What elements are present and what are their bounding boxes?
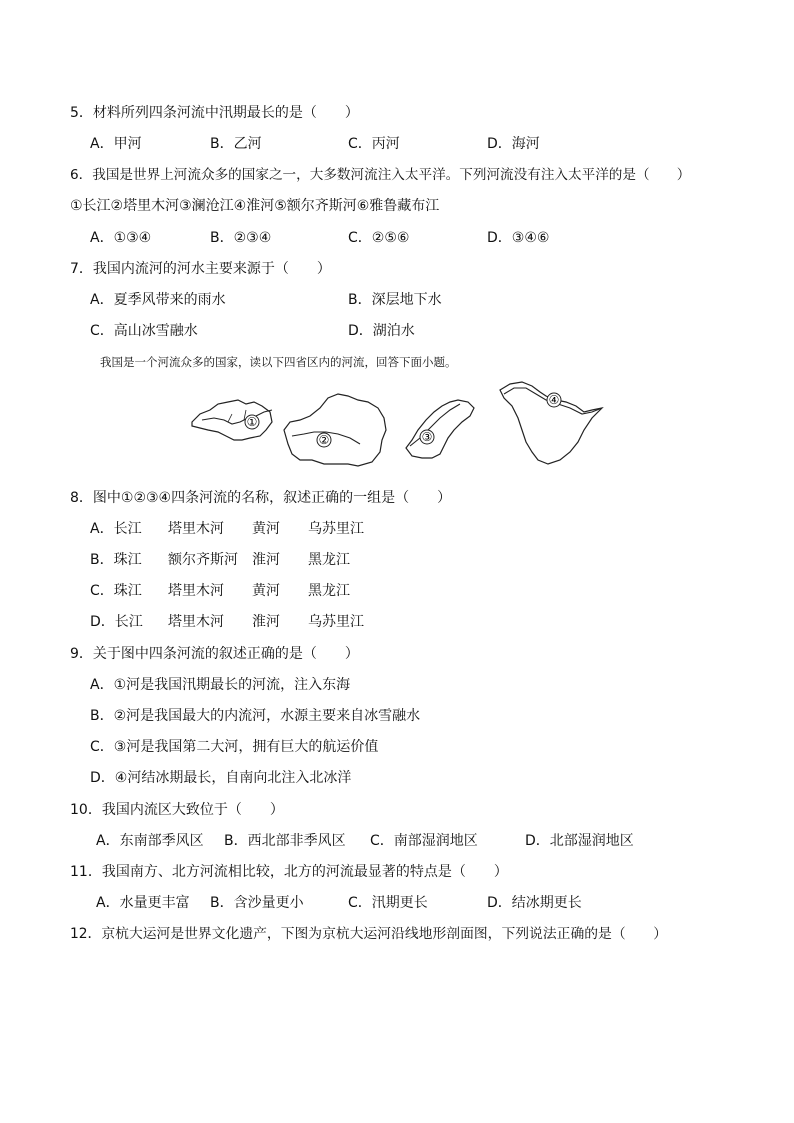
option-a-river-1: A．长江 <box>90 521 142 537</box>
question-5-option-a: A．甲河 <box>90 136 142 152</box>
question-8-stem: 8．图中①②③④四条河流的名称，叙述正确的一组是（ ） <box>70 490 452 506</box>
question-5-option-d: D．海河 <box>487 136 540 152</box>
question-5-option-c: C．丙河 <box>348 136 400 152</box>
question-6-stem: 6．我国是世界上河流众多的国家之一，大多数河流注入太平洋。下列河流没有注入太平洋的是（ ） <box>70 167 691 183</box>
question-9-option-c: C．③河是我国第二大河，拥有巨大的航运价值 <box>90 739 379 755</box>
river-label-4: ④ <box>548 393 560 407</box>
river-label-3: ③ <box>421 430 433 444</box>
option-a-river-4: 乌苏里江 <box>308 521 364 537</box>
option-c-river-3: 黄河 <box>252 583 280 599</box>
option-d-river-1: D．长江 <box>90 614 143 630</box>
question-11-option-d: D．结冰期更长 <box>487 895 582 911</box>
option-a-river-3: 黄河 <box>252 521 280 537</box>
option-a-river-2: 塔里木河 <box>168 521 224 537</box>
option-b-river-1: B．珠江 <box>90 552 142 568</box>
question-10-option-d: D．北部湿润地区 <box>525 833 634 849</box>
question-7-option-c: C．高山冰雪融水 <box>90 323 198 339</box>
question-6-option-c: C．②⑤⑥ <box>348 230 410 246</box>
province-outline-3 <box>406 400 474 458</box>
question-10-option-c: C．南部湿润地区 <box>370 833 478 849</box>
question-7-stem: 7．我国内流河的河水主要来源于（ ） <box>70 261 331 277</box>
question-6-option-b: B．②③④ <box>210 230 272 246</box>
question-10-option-b: B．西北部非季风区 <box>224 833 346 849</box>
question-9-option-a: A．①河是我国汛期最长的河流，注入东海 <box>90 677 351 693</box>
province-rivers-map <box>188 380 606 470</box>
option-b-river-3: 淮河 <box>252 552 280 568</box>
option-c-river-2: 塔里木河 <box>168 583 224 599</box>
option-c-river-4: 黑龙江 <box>308 583 350 599</box>
question-9-stem: 9．关于图中四条河流的叙述正确的是（ ） <box>70 646 359 662</box>
option-b-river-2: 额尔齐斯河 <box>168 552 238 568</box>
question-5-option-b: B．乙河 <box>210 136 262 152</box>
question-6-option-d: D．③④⑥ <box>487 230 550 246</box>
option-d-river-4: 乌苏里江 <box>308 614 364 630</box>
river-3-path <box>410 404 460 446</box>
option-b-river-4: 黑龙江 <box>308 552 350 568</box>
question-5-stem: 5．材料所列四条河流中汛期最长的是（ ） <box>70 105 359 121</box>
river-label-2: ② <box>318 433 330 447</box>
river-label-1: ① <box>246 415 258 429</box>
question-11-option-a: A．水量更丰富 <box>96 895 190 911</box>
question-7-option-b: B．深层地下水 <box>348 292 442 308</box>
option-c-river-1: C．珠江 <box>90 583 142 599</box>
option-d-river-3: 淮河 <box>252 614 280 630</box>
option-d-river-2: 塔里木河 <box>168 614 224 630</box>
question-11-option-b: B．含沙量更小 <box>210 895 304 911</box>
question-11-stem: 11．我国南方、北方河流相比较，北方的河流最显著的特点是（ ） <box>70 864 508 880</box>
river-1-path <box>202 410 272 424</box>
figure-caption: 我国是一个河流众多的国家，读以下四省区内的河流，回答下面小题。 <box>100 355 457 369</box>
question-7-option-d: D．湖泊水 <box>348 323 415 339</box>
province-outline-2 <box>284 394 386 466</box>
question-9-option-b: B．②河是我国最大的内流河，水源主要来自冰雪融水 <box>90 708 421 724</box>
question-11-option-c: C．汛期更长 <box>348 895 428 911</box>
question-10-stem: 10．我国内流区大致位于（ ） <box>70 802 284 818</box>
question-6-river-list: ①长江②塔里木河③澜沧江④淮河⑤额尔齐斯河⑥雅鲁藏布江 <box>70 198 440 214</box>
question-12-stem: 12．京杭大运河是世界文化遗产，下图为京杭大运河沿线地形剖面图，下列说法正确的是（ ） <box>70 926 668 942</box>
question-10-option-a: A．东南部季风区 <box>96 833 204 849</box>
question-7-option-a: A．夏季风带来的雨水 <box>90 292 226 308</box>
question-9-option-d: D．④河结冰期最长，自南向北注入北冰洋 <box>90 770 352 786</box>
question-6-option-a: A．①③④ <box>90 230 152 246</box>
